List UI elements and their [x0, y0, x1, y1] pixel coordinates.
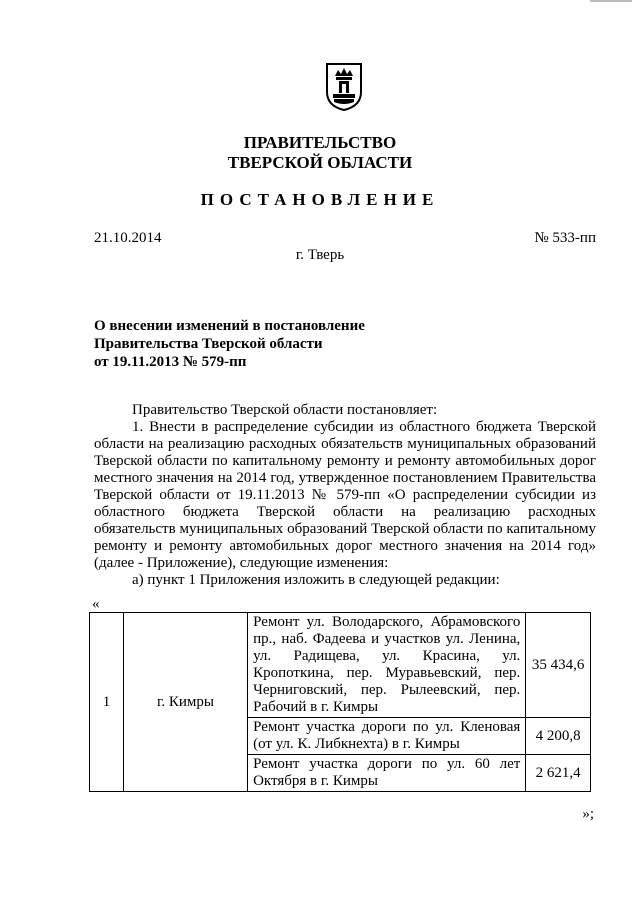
- document-type: ПОСТАНОВЛЕНИЕ: [200, 190, 440, 209]
- open-quote: «: [92, 596, 100, 612]
- body-item-a: а) пункт 1 Приложения изложить в следующей редакции:: [132, 572, 500, 588]
- body-paragraph-1: 1. Внести в распределение субсидии из областного бюджета Тверской области на реализацию расходных обязательств муниципальных образований Тверской области по капитальному ремонту и ремонту автомобильных дорог местного значения на 2014 год, утвержденное постановлением Правительства Тверской области от 19.11.2013 № 579-пп «О распределении субсидии из областного бюджета Тверской области на реализацию расходных обязательств муниципальных образований Тверской области по капитальному ремонту и ремонту автомобильных дорог местного значения на 2014 год» (далее - Приложение), следующие изменения:: [94, 419, 596, 571]
- municipality-cell: г. Кимры: [123, 613, 247, 792]
- repair-description: Ремонт участка дороги по ул. Кленовая (от ул. К. Либкнехта) в г. Кимры: [248, 718, 526, 755]
- amount-cell: 2 621,4: [526, 755, 591, 792]
- subsidy-table: [89, 612, 591, 792]
- close-quote: »;: [582, 806, 594, 822]
- amount-cell: 35 434,6: [526, 613, 591, 718]
- subject-line: О внесении изменений в постановление: [94, 318, 365, 334]
- document-city: г. Тверь: [295, 247, 345, 263]
- tver-coat-of-arms-icon: [325, 62, 363, 112]
- row-number: 1: [90, 613, 124, 792]
- government-title-line2: ТВЕРСКОЙ ОБЛАСТИ: [227, 153, 413, 172]
- table-row: [90, 613, 591, 718]
- document-body: [94, 402, 596, 589]
- repair-description: Ремонт участка дороги по ул. 60 лет Октября в г. Кимры: [248, 755, 526, 792]
- repair-description: Ремонт ул. Володарского, Абрамовского пр., наб. Фадеева и участков ул. Ленина, ул. Радищева, ул. Красина, ул. Кропоткина, пер. Муравьевский, пер. Черниговский, пер. Рылеевский, пер. Рабочий в г. Кимры: [248, 613, 526, 718]
- government-title-line1: ПРАВИТЕЛЬСТВО: [243, 133, 397, 152]
- document-date: 21.10.2014: [94, 230, 162, 246]
- amount-cell: 4 200,8: [526, 718, 591, 755]
- scan-mark: [590, 0, 632, 2]
- subject-line: Правительства Тверской области: [94, 336, 323, 352]
- body-intro: Правительство Тверской области постановляет:: [132, 402, 438, 418]
- document-number: № 533-пп: [534, 230, 596, 246]
- document-subject: [94, 317, 365, 371]
- subject-line: от 19.11.2013 № 579-пп: [94, 354, 247, 370]
